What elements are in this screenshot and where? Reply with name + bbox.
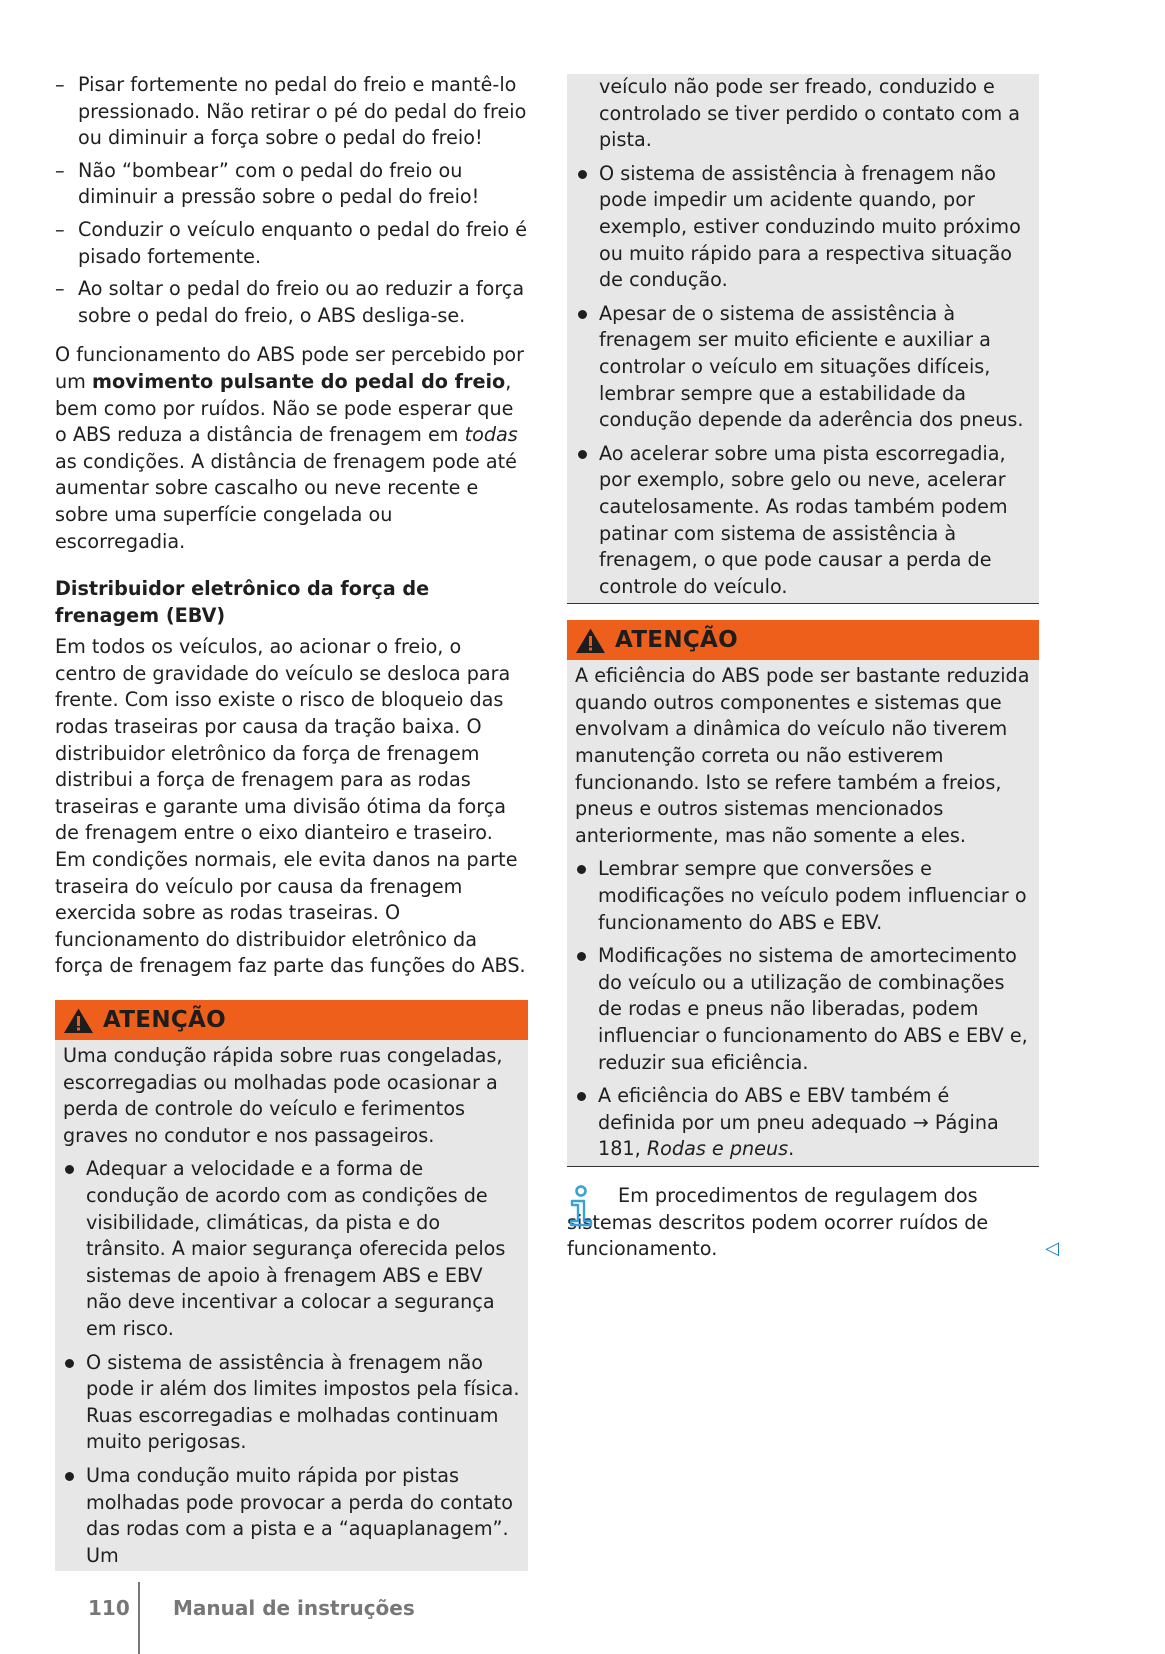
warning-title: ATENÇÃO — [103, 1006, 226, 1033]
warning-triangle-icon — [63, 1007, 94, 1034]
continuation-text: veículo não pode ser freado, conduzido e controlado se tiver perdido o contato com a pista. — [599, 75, 1021, 152]
reference-title[interactable]: Rodas e pneus — [646, 1137, 789, 1161]
dash-item: – Conduzir o veículo enquanto o pedal do freio é pisado fortemente. — [55, 217, 528, 270]
warning-bullet — [575, 1083, 1031, 1163]
page-footer — [0, 1582, 1165, 1654]
warning-header — [55, 1000, 528, 1040]
footer-title: Manual de instruções — [173, 1596, 415, 1620]
dash-item: – Não “bombear” com o pedal do freio ou diminuir a pressão sobre o pedal do freio! — [55, 158, 528, 211]
page-reference-link[interactable]: Página 181, — [598, 1110, 999, 1161]
warning-bullet: Ao acelerar sobre uma pista escorregadia, por exemplo, sobre gelo ou neve, acelerar cautelosamente. As rodas também podem patinar com sistema de assistência à frenagem, o que pode causar a perda de controle do veículo. — [576, 441, 1031, 601]
note-text: Em procedimentos de regulagem dos sistemas descritos podem ocorrer ruídos de funcionamento. — [567, 1183, 989, 1261]
warning-header — [567, 620, 1039, 660]
warning-box — [567, 620, 1039, 1167]
dash-item: – Pisar fortemente no pedal do freio e mantê-lo pressionado. Não retirar o pé do pedal do freio ou diminuir a força sobre o pedal do freio! — [55, 72, 528, 152]
warning-intro: Uma condução rápida sobre ruas congeladas, escorregadias ou molhadas pode ocasionar a perda de controle do veículo e ferimentos graves no condutor e nos passageiros. — [63, 1044, 503, 1147]
info-icon — [567, 1185, 595, 1227]
dash-list — [55, 72, 528, 329]
bullet-end: . — [788, 1137, 795, 1161]
warning-triangle-icon — [575, 627, 606, 654]
warning-bullet: O sistema de assistência à frenagem não pode ir além dos limites impostos pela física. Ruas escorregadias e molhadas continuam muito perigosas. — [63, 1350, 520, 1456]
warning-body — [567, 660, 1039, 1166]
abs-paragraph — [55, 342, 528, 555]
abs-text-1: O funcionamento do ABS pode ser percebido por um — [55, 343, 525, 393]
warning-box — [55, 1000, 528, 1571]
ebv-heading: Distribuidor eletrônico da força de frenagem (EBV) — [55, 577, 430, 627]
warning-continuation — [567, 74, 1039, 604]
warning-bullets — [63, 1156, 520, 1569]
arrow-right-icon: → — [912, 1110, 929, 1134]
warning-bullet: Lembrar sempre que conversões e modificações no veículo podem influenciar o funcionamento do ABS e EBV. — [575, 856, 1031, 936]
bullet-text: A eficiência do ABS e EBV também é definida por um pneu adequado — [598, 1084, 950, 1134]
info-note — [567, 1183, 1059, 1263]
abs-bold-text: movimento pulsante do pedal do freio — [91, 369, 506, 393]
warning-bullet: Adequar a velocidade e a forma de condução de acordo com as condições de visibilidade, climáticas, da pista e do trânsito. A maior segurança oferecida pelos sistemas de apoio à frenagem ABS e EBV não deve incentivar a colocar a segurança em risco. — [63, 1156, 520, 1342]
warning-body — [55, 1040, 528, 1571]
continuation-bullets — [576, 161, 1031, 601]
warning-intro: A eficiência do ABS pode ser bastante reduzida quando outros componentes e sistemas que envolvam a dinâmica do veículo não tiverem manutenção correta ou não estiverem funcionando. Isto se refere também a freios, pneus e outros sistemas mencionados anteriormente, mas não somente a eles. — [575, 664, 1030, 847]
warning-bullet: O sistema de assistência à frenagem não pode impedir um acidente quando, por exemplo, estiver conduzindo muito próximo ou muito rápido para a respectiva situação de condução. — [576, 161, 1031, 294]
warning-title: ATENÇÃO — [615, 626, 738, 653]
warning-bullet: Uma condução muito rápida por pistas molhadas pode provocar a perda do contato das rodas com a pista e a “aquaplanagem”. Um — [63, 1463, 520, 1569]
abs-text-3: as condições. A distância de frenagem pode até aumentar sobre cascalho ou neve recente e sobre uma superfície congelada ou escorregadia. — [55, 449, 517, 553]
page-number: 110 — [88, 1596, 130, 1620]
left-column — [55, 72, 528, 1571]
dash-item: – Ao soltar o pedal do freio ou ao reduzir a força sobre o pedal do freio, o ABS desliga-se. — [55, 276, 528, 329]
abs-italic-text: todas — [464, 423, 518, 447]
right-column — [567, 74, 1059, 1263]
warning-bullet: Apesar de o sistema de assistência à frenagem ser muito eficiente e auxiliar a controlar o veículo em situações difíceis, lembrar sempre que a estabilidade da condução depende da aderência dos pneus. — [576, 301, 1031, 434]
ebv-paragraph: Em todos os veículos, ao acionar o freio, o centro de gravidade do veículo se desloca para frente. Com isso existe o risco de bloqueio das rodas traseiras por causa da tração baixa. O distribuidor eletrônico da força de frenagem distribui a força de frenagem para as rodas traseiras e garante uma divisão ótima da força de frenagem entre o eixo dianteiro e traseiro. Em condições normais, ele evita danos na parte traseira do veículo por causa da frenagem exercida sobre as rodas traseiras. O funcionamento do distribuidor eletrônico da força de frenagem faz parte das funções do ABS. — [55, 635, 526, 978]
warning-bullets — [575, 856, 1031, 1163]
abs-text-2: , bem como por ruídos. Não se pode esperar que o ABS reduza a distância de frenagem em — [55, 369, 514, 447]
end-of-section-icon: ◁ — [1045, 1238, 1059, 1260]
warning-bullet: Modificações no sistema de amortecimento do veículo ou a utilização de combinações de rodas e pneus não liberadas, podem influenciar o funcionamento do ABS e EBV e, reduzir sua eficiência. — [575, 943, 1031, 1076]
footer-divider — [138, 1582, 140, 1654]
